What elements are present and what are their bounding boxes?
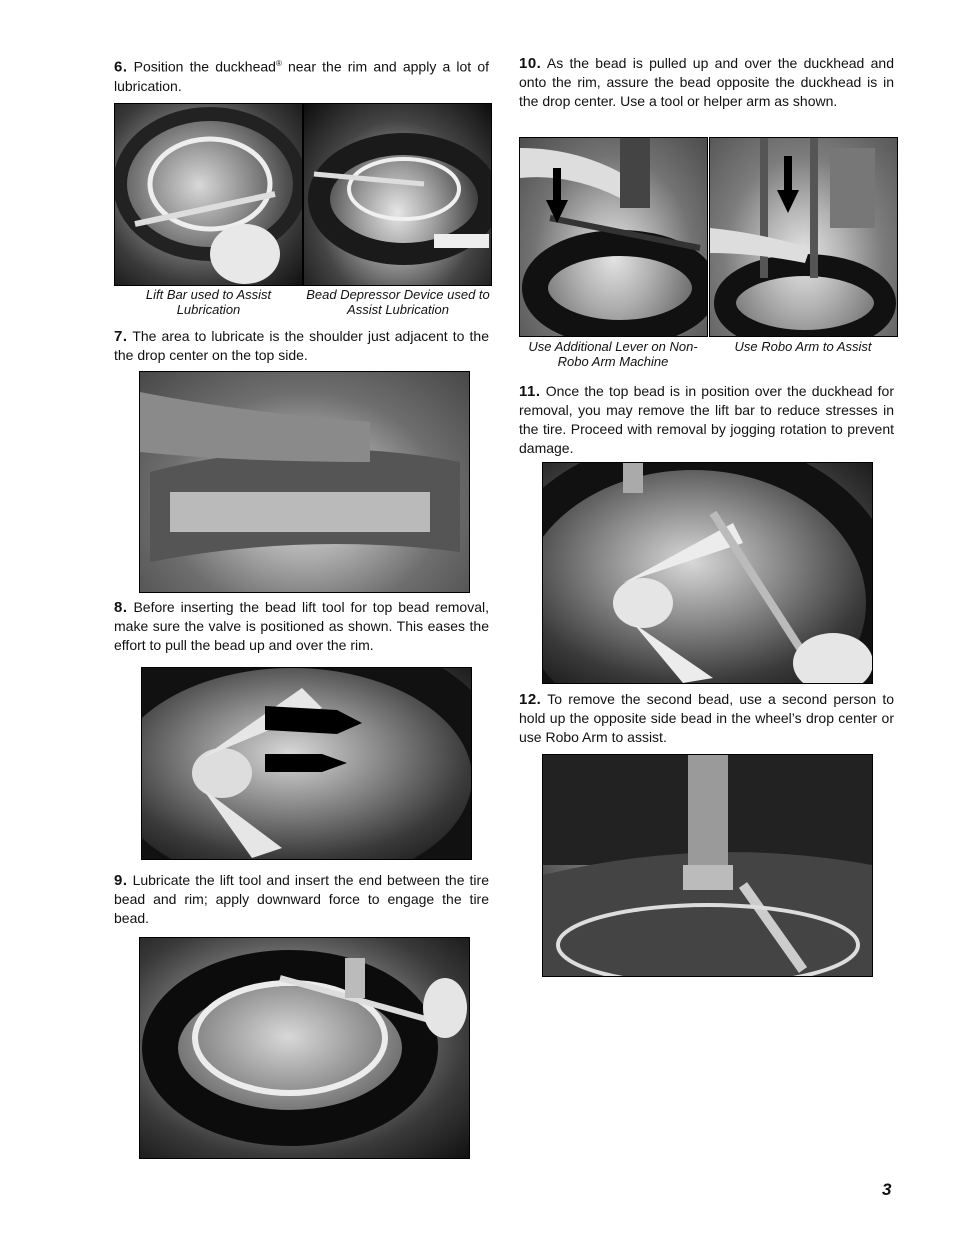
step-11-text: 11. Once the top bead is in position over the duckhead for removal, you may remove the lift bar to reduce stresses in the tire. Proceed with removal by jogging rotation to prevent damage. xyxy=(519,383,894,456)
step-number: 8. xyxy=(114,599,128,616)
bead-depressor-lubrication-photo xyxy=(303,103,492,286)
caption-robo-arm: Use Robo Arm to Assist xyxy=(734,339,872,354)
additional-lever-photo xyxy=(519,137,708,337)
step-10-text: 10. As the bead is pulled up and over the duckhead and onto the rim, assure the bead opposite the duckhead is in the drop center. Use a tool or helper arm as shown. xyxy=(519,55,894,109)
step-number: 7. xyxy=(114,328,128,345)
caption-lift-bar: Lift Bar used to Assist Lubrication xyxy=(145,287,272,317)
page-number: 3 xyxy=(882,1180,892,1199)
step-8-text: 8. Before inserting the bead lift tool for top bead removal, make sure the valve is positioned as shown. This eases the effort to pull the bead up and over the rim. xyxy=(114,599,489,653)
step-number: 10. xyxy=(519,55,542,72)
robo-arm-photo xyxy=(709,137,898,337)
lift-bar-lubrication-photo xyxy=(114,103,303,286)
jogging-rotation-photo xyxy=(542,462,873,684)
second-bead-removal-photo xyxy=(542,754,873,977)
step-number: 6. xyxy=(114,58,128,76)
caption-additional-lever: Use Additional Lever on Non-Robo Arm Machine xyxy=(528,339,698,369)
caption-bead-depressor: Bead Depressor Device used to Assist Lubrication xyxy=(306,287,490,317)
step-7-text: 7. The area to lubricate is the shoulder just adjacent to the the drop center on the top side. xyxy=(114,328,489,363)
step-9-text: 9. Lubricate the lift tool and insert the end between the tire bead and rim; apply downward force to engage the tire bead. xyxy=(114,872,489,926)
step-number: 11. xyxy=(519,383,541,400)
rim-shoulder-lubrication-photo xyxy=(139,371,470,593)
step-12-text: 12. To remove the second bead, use a second person to hold up the opposite side bead in the wheel’s drop center or use Robo Arm to assist. xyxy=(519,691,894,745)
step-number: 9. xyxy=(114,872,128,889)
valve-position-photo xyxy=(141,667,472,860)
lift-tool-insert-photo xyxy=(139,937,470,1159)
step-number: 12. xyxy=(519,691,542,708)
arrow-indicator xyxy=(265,754,347,772)
step-6-text: 6. Position the duckhead® near the rim and apply a lot of lubrication. xyxy=(114,58,489,94)
arrow-indicator xyxy=(265,706,362,734)
